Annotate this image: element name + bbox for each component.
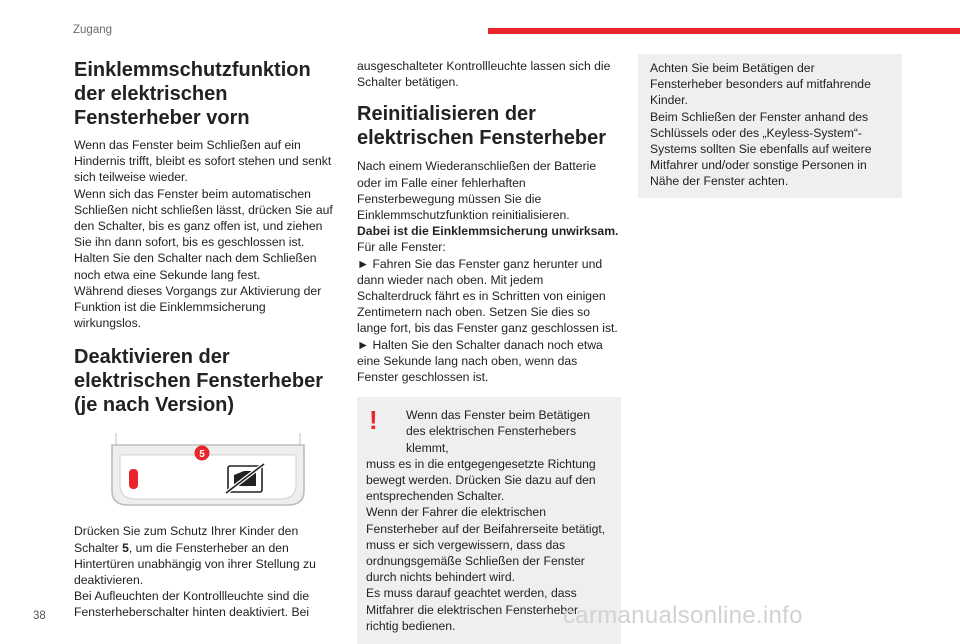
info-text-2: Beim Schließen der Fenster anhand des Schlüssels oder des „Keyless-System“-Systems sollten Sie ebenfalls auf weitere Mitfahrer und/oder sonstige Personen in Nähe der Fenster achten. <box>650 109 872 189</box>
section-label: Zugang <box>73 24 113 36</box>
page-number: 38 <box>33 610 46 622</box>
warning-text-2: Wenn der Fahrer die elektrischen Fensterheber auf der Beifahrerseite betätigt, muss er sich vergewissern, dass das ordnungsgemäße Schließen der Fenster durch nichts behindert wird. <box>366 505 606 585</box>
child-lock-switch-illustration <box>110 433 306 513</box>
paragraph-reinit-warning: Dabei ist die Einklemmsicherung unwirksam. <box>357 224 619 239</box>
paragraph-deactivate <box>74 523 336 588</box>
warning-text-1: muss es in die entgegengesetzte Richtung bewegt werden. Drücken Sie dazu auf den entsprechenden Schalter. <box>366 456 596 504</box>
paragraph-anti-pinch-3: Halten Sie den Schalter nach dem Schließen noch etwa eine Sekunde lang fest. <box>74 251 317 282</box>
paragraph-anti-pinch-4: Während dieses Vorgangs zur Aktivierung der Funktion ist die Einklemmsicherung wirkungslos. <box>74 283 322 331</box>
column-3 <box>638 54 902 198</box>
warning-first: Wenn das Fenster beim Betätigen des elektrischen Fensterhebers klemmt, <box>406 408 591 455</box>
switch-number: 5 <box>122 540 129 555</box>
info-box <box>638 54 902 198</box>
paragraph-for-all: Für alle Fenster: <box>357 240 446 255</box>
paragraph-anti-pinch-1: Wenn das Fenster beim Schließen auf ein Hindernis trifft, bleibt es sofort stehen und senkt sich teilweise wieder. <box>74 138 332 185</box>
switch-figure <box>110 433 306 513</box>
paragraph-anti-pinch-2: Wenn sich das Fenster beim automatischen Schließen nicht schließen lässt, drücken Sie auf den Schalter, bis es ganz offen ist, und ziehen Sie ihn dann sofort, bis es geschlossen ist. <box>74 186 333 250</box>
accent-bar <box>488 28 960 34</box>
heading-anti-pinch: Einklemmschutzfunktion der elektrischen Fensterheber vorn <box>74 59 311 129</box>
warning-text-3: Es muss darauf geachtet werden, dass Mitfahrer die elektrischen Fensterheber richtig bedienen. <box>366 586 579 633</box>
step-1: ► Fahren Sie das Fenster ganz herunter und dann wieder nach oben. Mit jedem Schalterdruck fährt es in Schritten von einigen Zentimetern nach oben. Setzen Sie dies so lange fort, bis das Fenster ganz geschlossen ist. <box>357 256 618 336</box>
indicator-light <box>129 469 138 489</box>
watermark: carmanualsonline.info <box>563 602 803 629</box>
callout-number: 5 <box>199 449 205 461</box>
paragraph-indicator: Bei Aufleuchten der Kontrollleuchte sind die Fensterheberschalter hinten deaktiviert. Bei <box>74 589 310 620</box>
column-2 <box>357 58 621 644</box>
info-text-1: Achten Sie beim Betätigen der Fensterheber besonders auf mitfahrende Kinder. <box>650 61 871 108</box>
heading-deactivate: Deaktivieren der elektrischen Fensterheber (je nach Version) <box>74 346 323 417</box>
paragraph-continuation: ausgeschalteter Kontrollleuchte lassen sich die Schalter betätigen. <box>357 59 611 90</box>
step-2: ► Halten Sie den Schalter danach noch etwa eine Sekunde lang nach oben, wenn das Fenster geschlossen ist. <box>357 337 603 385</box>
paragraph-deactivate-text-a: Drücken Sie zum Schutz Ihrer Kinder den Schalter <box>74 524 299 555</box>
heading-reinitialize: Reinitialisieren der elektrischen Fensterheber <box>357 103 606 150</box>
column-1 <box>74 58 336 621</box>
warning-icon: ! <box>369 405 378 436</box>
paragraph-deactivate-text-b: , um die Fensterheber an den Hintertüren unabhängig von ihrer Stellung zu deaktivieren. <box>74 540 316 588</box>
paragraph-reinit-intro: Nach einem Wiederanschließen der Batterie oder im Falle einer fehlerhaften Fensterbewegung müssen Sie die Einklemmschutzfunktion reinitialisieren. <box>357 159 597 223</box>
